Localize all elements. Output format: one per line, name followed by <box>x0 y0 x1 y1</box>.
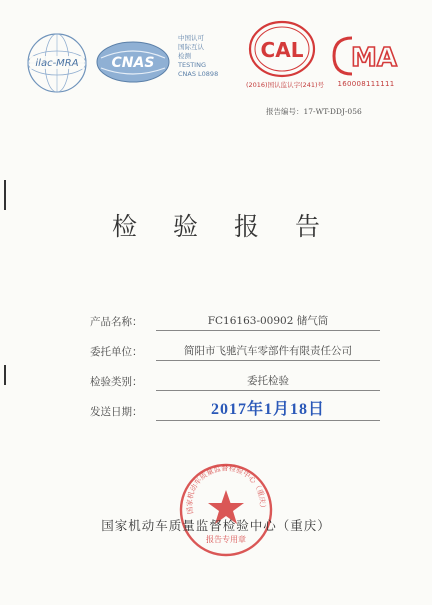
cnas-logo <box>95 38 171 86</box>
cma-logo-text: MA <box>351 43 397 73</box>
field-value: 委托检验 <box>156 370 380 391</box>
field-value: 简阳市飞驰汽车零部件有限责任公司 <box>156 340 380 361</box>
issuing-organization: 国家机动车质量监督检验中心（重庆） <box>101 518 331 533</box>
cal-logo <box>248 20 316 78</box>
page-title: 检验报告 <box>111 212 356 241</box>
field-row-inspection-type <box>90 370 390 400</box>
cma-number: 160008111111 <box>337 80 395 88</box>
cal-logo-text: CAL <box>260 38 304 62</box>
cnas-line: TESTING <box>178 61 206 69</box>
cnas-line: CNAS L0898 <box>178 70 219 78</box>
field-value: FC16163-00902 储气筒 <box>156 310 380 331</box>
cma-logo <box>328 34 404 78</box>
cnas-line: 检测 <box>178 52 191 60</box>
cal-number: (2016)国认监认字(241)号 <box>245 81 325 89</box>
accreditation-logos <box>0 10 432 116</box>
cnas-line: 中国认可 <box>178 34 204 42</box>
report-info-fields <box>90 310 390 430</box>
official-seal <box>176 460 276 560</box>
field-label: 产品名称： <box>90 316 143 328</box>
issue-date-stamp: 2017年1月18日 <box>156 400 380 421</box>
field-row-client <box>90 340 390 370</box>
field-row-issue-date <box>90 400 390 430</box>
field-label: 委托单位： <box>90 346 143 358</box>
field-label: 发送日期： <box>90 406 143 418</box>
margin-mark <box>4 180 6 210</box>
report-number: 报告编号：17-WT-DDJ-056 <box>266 107 362 116</box>
margin-mark <box>4 365 6 385</box>
ilac-logo-text: ilac-MRA <box>35 58 79 69</box>
ilac-mra-logo <box>26 32 88 94</box>
cnas-logo-text: CNAS <box>111 55 155 71</box>
cnas-accreditation-text <box>178 34 242 79</box>
field-label: 检验类别： <box>90 376 143 388</box>
cnas-line: 国际互认 <box>178 43 204 51</box>
field-row-product <box>90 310 390 340</box>
seal-outer-text: 国家机动车质量监督检验中心（重庆） <box>184 463 268 515</box>
seal-inner-text: 报告专用章 <box>206 535 246 544</box>
